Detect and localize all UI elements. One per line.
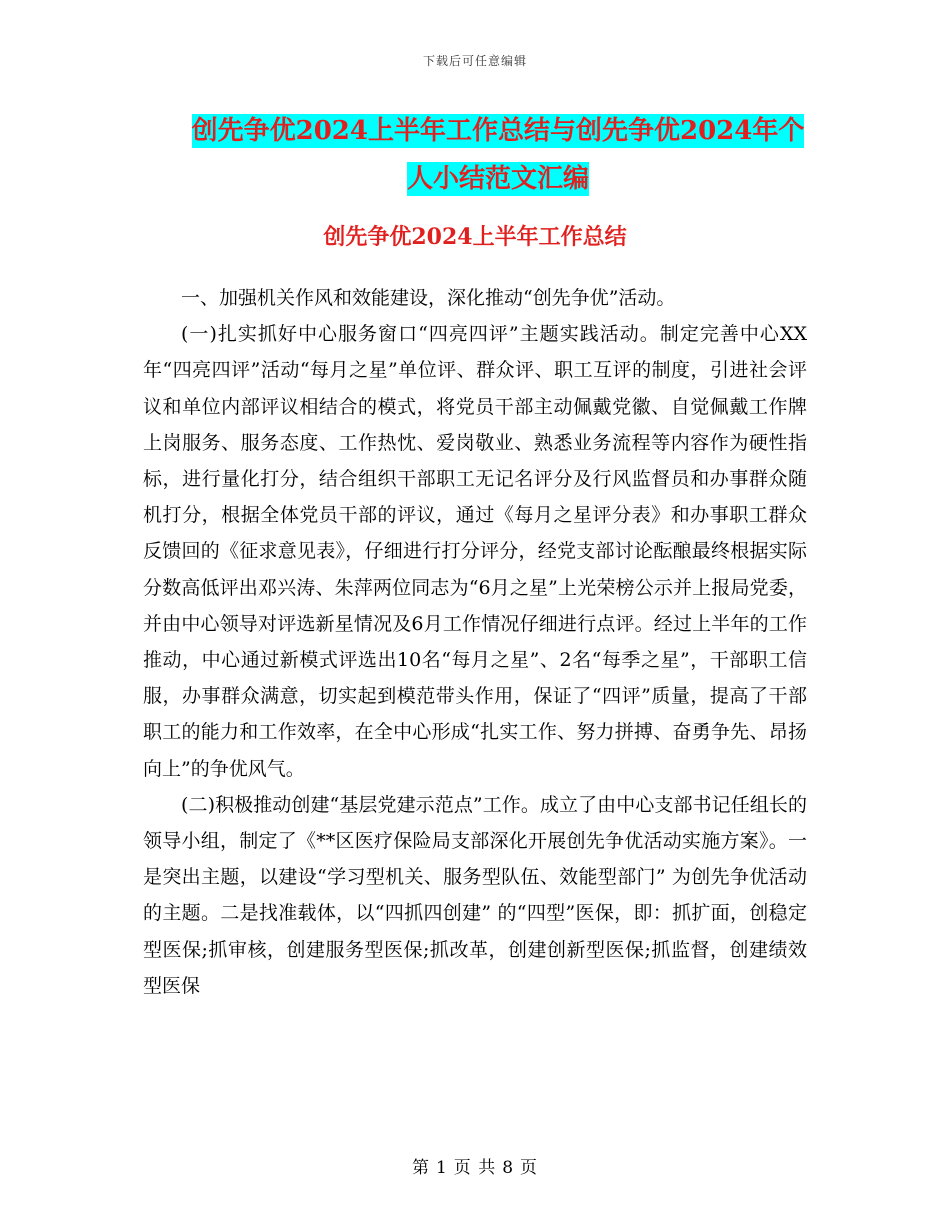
section-title: 创先争优2024上半年工作总结	[323, 224, 627, 250]
document-title-line2: 人小结范文汇编	[406, 164, 589, 194]
page-footer	[0, 1153, 950, 1178]
paragraph: 一、加强机关作风和效能建设，深化推动“创先争优”活动。	[181, 287, 676, 309]
page-number: 1	[435, 1158, 448, 1178]
page-label-suffix: 页	[520, 1158, 539, 1178]
document-body	[143, 280, 807, 1004]
page-total: 8	[502, 1158, 515, 1178]
document-title-line1: 创先争优2024上半年工作总结与创先争优2024年个	[191, 116, 805, 146]
paragraph: (二)积极推动创建“基层党建示范点”工作。成立了由中心支部书记任组长的领导小组，制定了《**区医疗保险局支部深化开展创先争优活动实施方案》。一是突出主题，以建设“学习型机关、服务型队伍、效能型部门” 为创先争优活动的主题。二是找准载体，以“四抓四创建” 的“四型”医保，即：抓扩面，创稳定型医保;抓审核，创建服务型医保;抓改革，创建创新型医保;抓监督，创建绩效型医保	[143, 793, 807, 997]
page-header-note: 下载后可任意编辑	[422, 54, 527, 68]
page-label-mid: 页 共	[453, 1158, 497, 1178]
document-title	[140, 107, 856, 203]
page-label-prefix: 第	[411, 1158, 430, 1178]
paragraph: (一)扎实抓好中心服务窗口“四亮四评”主题实践活动。制定完善中心XX年“四亮四评”活动“每月之星”单位评、群众评、职工互评的制度，引进社会评议和单位内部评议相结合的模式，将党员干部主动佩戴党徽、自觉佩戴工作牌上岗服务、服务态度、工作热忱、爱岗敬业、熟悉业务流程等内容作为硬性指标，进行量化打分，结合组织干部职工无记名评分及行风监督员和办事群众随机打分，根据全体党员干部的评议，通过《每月之星评分表》和办事职工群众反馈回的《征求意见表》，仔细进行打分评分，经党支部讨论酝酿最终根据实际分数高低评出邓兴涛、朱萍两位同志为“6月之星”上光荣榜公示并上报局党委，并由中心领导对评选新星情况及6月工作情况仔细进行点评。经过上半年的工作推动，中心通过新模式评选出10名“每月之星”、2名“每季之星”，干部职工信服，办事群众满意，切实起到模范带头作用，保证了“四评”质量，提高了干部职工的能力和工作效率，在全中心形成“扎实工作、努力拼搏、奋勇争先、昂扬向上”的争优风气。	[143, 323, 807, 780]
